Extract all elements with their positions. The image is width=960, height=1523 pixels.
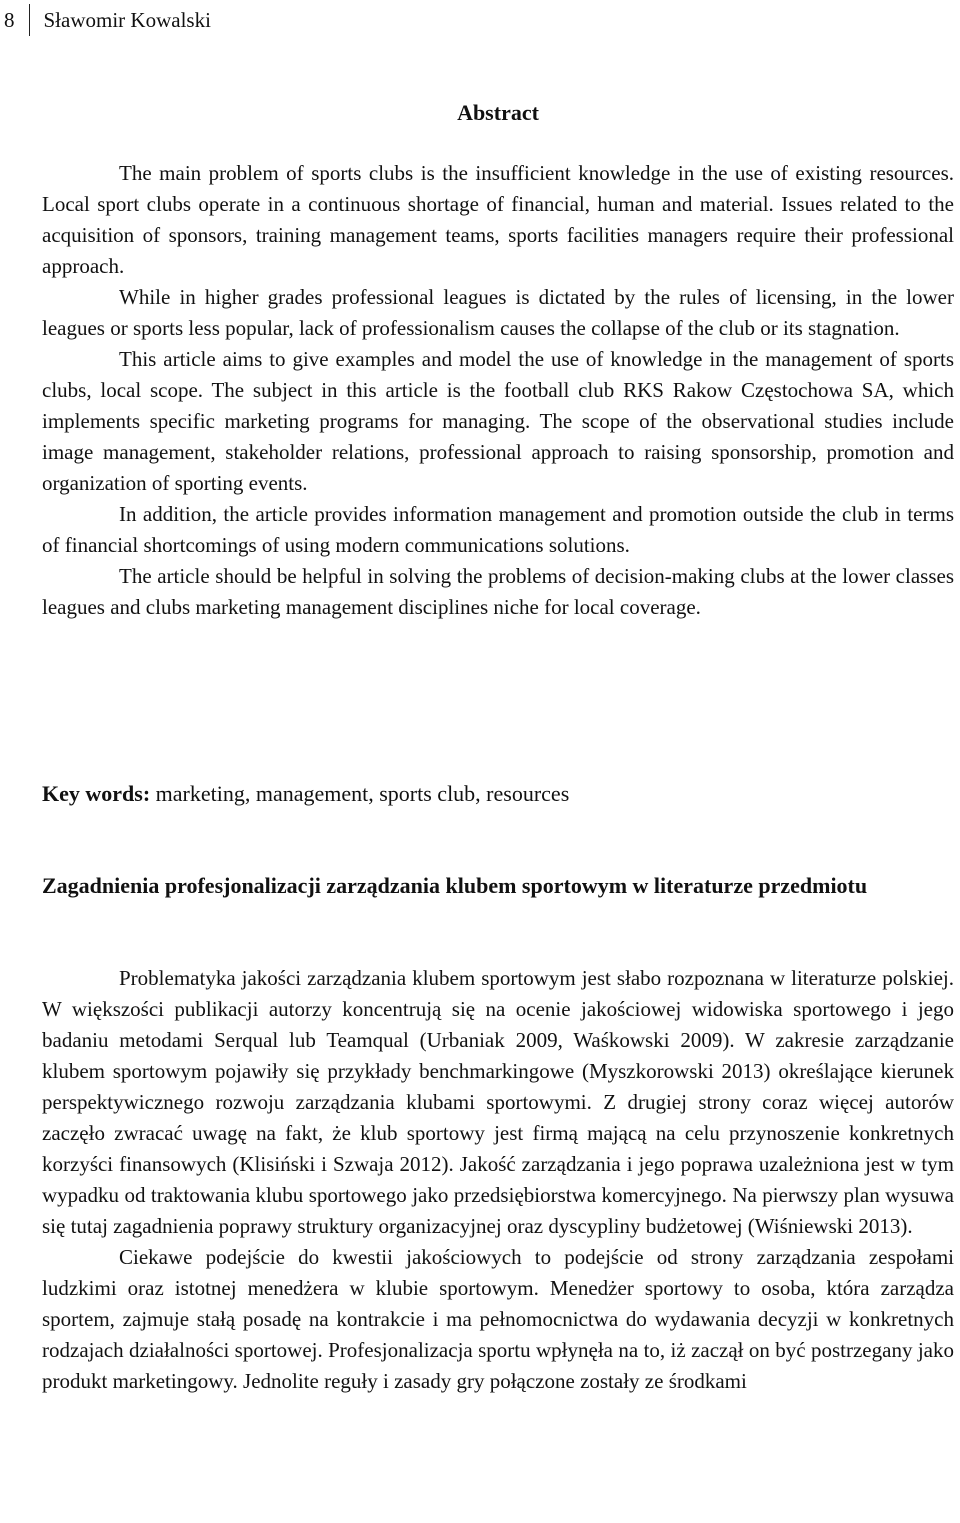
section-paragraph: Problematyka jakości zarządzania klubem sportowym jest słabo rozpoznana w literaturze polskiej. W większości publikacji autorzy koncentrują się na ocenie jakościowej widowiska sportowego i jego badaniu metodami Serqual lub Teamqual (Urbaniak 2009, Waśkowski 2009). W zakresie zarządzanie klubem sportowym pojawiły się przykłady benchmarkingowe (Myszkorowski 2013) określające kierunek perspektywicznego rozwoju zarządzania klubami sportowymi. Z drugiej strony coraz więcej autorów zaczęło zwracać uwagę na fakt, że klub sportowy jest firmą mającą na celu przynoszenie konkretnych korzyści finansowych (Klisiński i Szwaja 2012). Jakość zarządzania i jego poprawa uzależniona jest w tym wypadku od traktowania klubu sportowego jako przedsiębiorstwa komercyjnego. Na pierwszy plan wysuwa się tutaj zagadnienia poprawy struktury organizacyjnej oraz dyscypliny budżetowej (Wiśniewski 2013). <box>42 966 954 1238</box>
abstract-paragraph: While in higher grades professional leagues is dictated by the rules of licensing, in the lower leagues or sports less popular, lack of professionalism causes the collapse of the club or its stagnation. <box>42 285 954 340</box>
section-body <box>42 963 954 1397</box>
page-header <box>4 4 211 36</box>
abstract-paragraph: The article should be helpful in solving the problems of decision-making clubs at the lower classes leagues and clubs marketing management disciplines niche for local coverage. <box>42 564 954 619</box>
keywords-value: marketing, management, sports club, resources <box>150 781 570 806</box>
keywords-line <box>42 778 954 810</box>
abstract-body <box>42 158 954 623</box>
running-head-author: Sławomir Kowalski <box>43 8 211 32</box>
section-heading: Zagadnienia profesjonalizacji zarządzania klubem sportowym w literaturze przedmiotu <box>42 873 868 898</box>
abstract-title: Abstract <box>457 100 539 125</box>
page-number: 8 <box>4 4 30 36</box>
keywords-label: Key words: <box>42 781 151 806</box>
abstract-paragraph: The main problem of sports clubs is the insufficient knowledge in the use of existing resources. Local sport clubs operate in a continuous shortage of financial, human and material. Issues related to the acquisition of sponsors, training management teams, sports facilities managers require their professional approach. <box>42 161 954 278</box>
section-paragraph: Ciekawe podejście do kwestii jakościowych to podejście od strony zarządzania zespołami ludzkimi oraz istotnej menedżera w klubie sportowym. Menedżer sportowy to osoba, która zarządza sportem, zajmuje stałą posadę na kontrakcie i ma pełnomocnictwa do wydawania decyzji w konkretnych rodzajach działalności sportowej. Profesjonalizacja sportu wpłynęła na to, iż zaczął on być postrzegany jako produkt marketingowy. Jednolite reguły i zasady gry połączone zostały ze środkami <box>42 1245 954 1393</box>
abstract-paragraph: In addition, the article provides information management and promotion outside the club in terms of financial shortcomings of using modern communications solutions. <box>42 502 954 557</box>
abstract-paragraph: This article aims to give examples and model the use of knowledge in the management of sports clubs, local scope. The subject in this article is the football club RKS Rakow Częstochowa SA, which implements specific marketing programs for managing. The scope of the observational studies include image management, stakeholder relations, professional approach to raising sponsorship, promotion and organization of sporting events. <box>42 347 954 495</box>
